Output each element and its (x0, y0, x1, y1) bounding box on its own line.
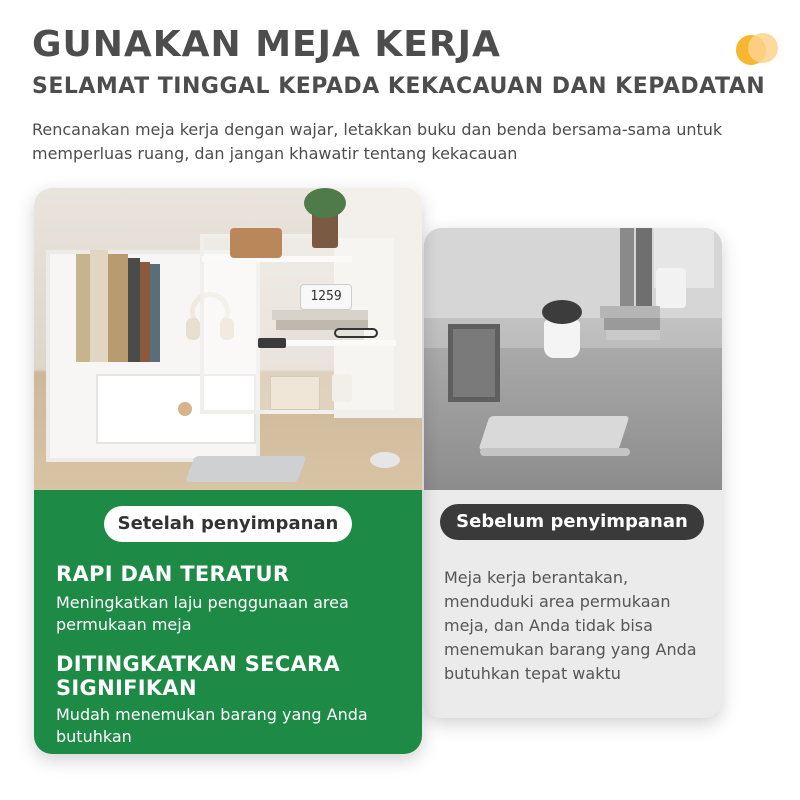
after-label: Setelah penyimpanan (104, 506, 352, 542)
page-title: GUNAKAN MEJA KERJA (32, 24, 501, 65)
before-photo (424, 228, 722, 490)
brand-logo-icon (736, 33, 780, 69)
page-description: Rencanakan meja kerja dengan wajar, letakkan buku dan benda bersama-sama untuk memperluas ruang, dan jangan khawatir tentang kekacauan (32, 120, 723, 163)
before-label: Sebelum penyimpanan (440, 504, 704, 540)
after-text-2: Mudah menemukan barang yang Anda butuhkan (56, 705, 368, 746)
after-text-1: Meningkatkan laju penggunaan area permukaan meja (56, 593, 349, 634)
after-heading-1: RAPI DAN TERATUR (56, 562, 290, 586)
after-photo (34, 188, 422, 490)
page-subtitle: SELAMAT TINGGAL KEPADA KEKACAUAN DAN KEPADATAN (32, 74, 766, 99)
before-description: Meja kerja berantakan, menduduki area permukaan meja, dan Anda tidak bisa menemukan barang yang Anda butuhkan tepat waktu (444, 568, 697, 683)
clock-display: 1259 (300, 284, 352, 310)
after-card (34, 188, 422, 754)
before-card (424, 228, 722, 718)
after-heading-2: DITINGKATKAN SECARA SIGNIFIKAN (56, 652, 341, 700)
